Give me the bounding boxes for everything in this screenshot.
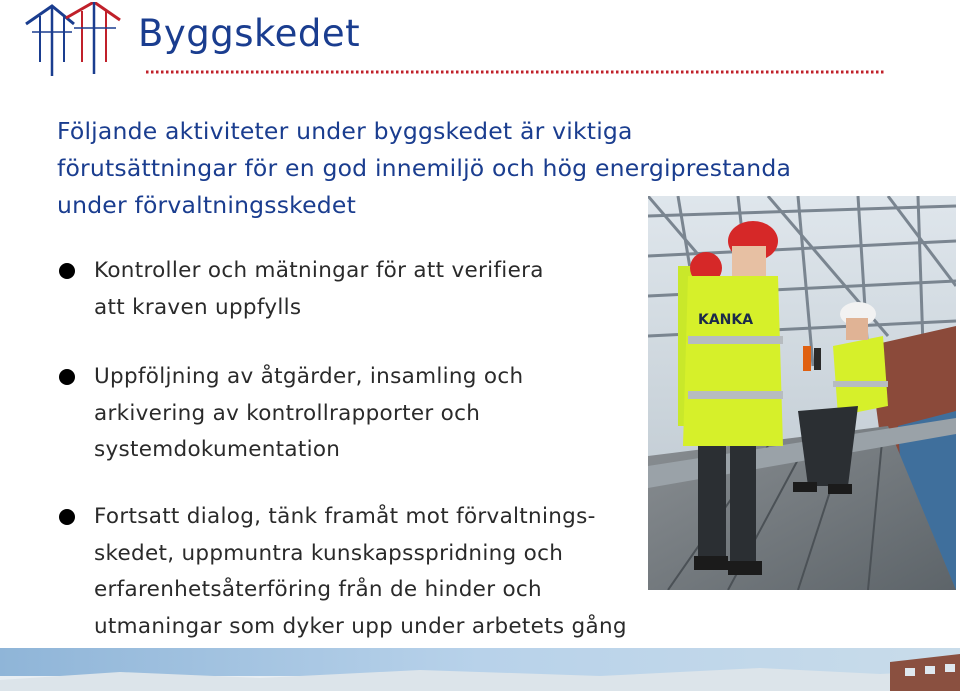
vest-text: KANKA — [698, 312, 754, 328]
slide-title: Byggskedet — [138, 12, 361, 55]
intro-paragraph: Följande aktiviteter under byggskedet är viktiga förutsättningar för en god innemiljö och hög energiprestanda under förvaltningsskedet — [57, 117, 792, 219]
bullet-text: Kontroller och mätningar för att verifiera att kraven uppfylls — [94, 258, 544, 320]
house-logo-icon — [22, 2, 132, 82]
bullet-dot-icon — [59, 263, 75, 279]
bullet-text: Fortsatt dialog, tänk framåt mot förvaltnings- skedet, uppmuntra kunskapsspridning och erfarenhetsåterföring från de hinder och utmaningar som dyker upp under arbetets gång — [94, 504, 627, 639]
bullet-text: Uppföljning av åtgärder, insamling och arkivering av kontrollrapporter och systemdokumentation — [94, 364, 524, 462]
title-dotted-underline — [146, 68, 886, 76]
bullet-dot-icon — [59, 509, 75, 525]
footer-banner-image — [0, 648, 960, 691]
construction-workers-photo — [648, 196, 956, 590]
bullet-dot-icon — [59, 369, 75, 385]
